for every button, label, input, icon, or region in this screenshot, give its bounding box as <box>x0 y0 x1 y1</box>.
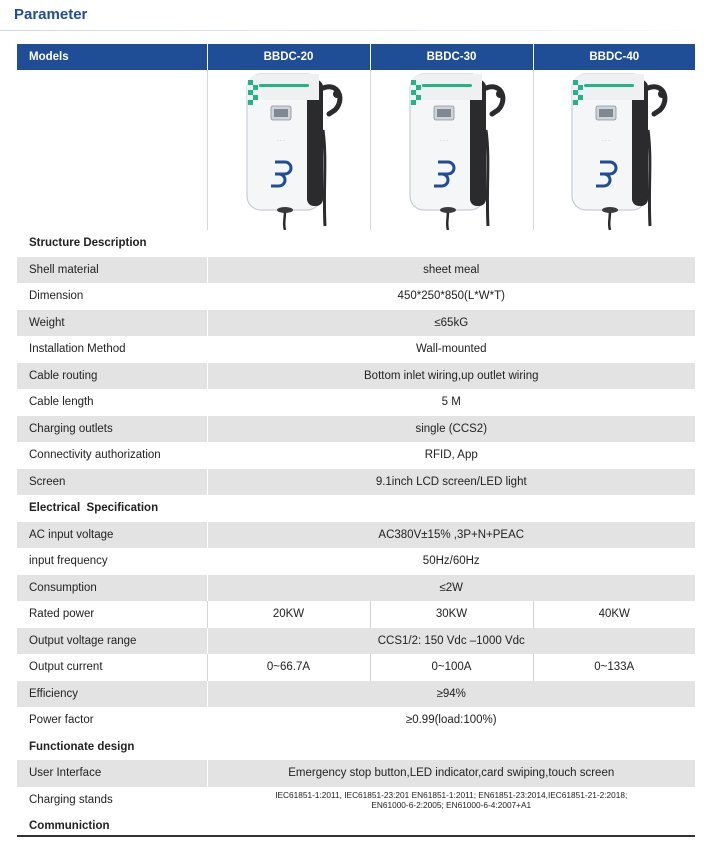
row-label: Cable length <box>17 389 207 416</box>
parameter-table <box>17 44 695 840</box>
row-value: 450*250*850(L*W*T) <box>207 283 695 310</box>
table-row <box>17 257 695 284</box>
row-value-bbdc-30: 0~100A <box>370 654 533 681</box>
table-row <box>17 442 695 469</box>
table-row <box>17 389 695 416</box>
charger-image-bbdc-40 <box>533 70 695 230</box>
table-header-row <box>17 44 695 70</box>
row-label: Rated power <box>17 601 207 628</box>
row-label: input frequency <box>17 548 207 575</box>
row-value-bbdc-20: 20KW <box>207 601 370 628</box>
row-label: User Interface <box>17 760 207 787</box>
row-value: 5 M <box>207 389 695 416</box>
table-row <box>17 548 695 575</box>
row-value: single (CCS2) <box>207 416 695 443</box>
row-label: Efficiency <box>17 681 207 708</box>
row-label: Charging stands <box>17 787 207 814</box>
table-row <box>17 469 695 496</box>
row-value: 9.1inch LCD screen/LED light <box>207 469 695 496</box>
row-value-bbdc-40: 40KW <box>533 601 695 628</box>
model-header-bbdc-20: BBDC-20 <box>207 44 370 70</box>
section-row <box>17 495 695 522</box>
row-label: Power factor <box>17 707 207 734</box>
row-value: Bottom inlet wiring,up outlet wiring <box>207 363 695 390</box>
section-row <box>17 230 695 257</box>
model-header-bbdc-30: BBDC-30 <box>370 44 533 70</box>
table-row <box>17 575 695 602</box>
table-row <box>17 787 695 814</box>
charger-image-bbdc-20 <box>207 70 370 230</box>
table-row <box>17 363 695 390</box>
row-label: Output voltage range <box>17 628 207 655</box>
row-value: ≤2W <box>207 575 695 602</box>
charger-image-bbdc-30 <box>370 70 533 230</box>
svg-text:· · ·: · · · <box>602 138 611 144</box>
row-value <box>207 787 695 814</box>
table-row <box>17 416 695 443</box>
row-value: AC380V±15% ,3P+N+PEAC <box>207 522 695 549</box>
table-row <box>17 283 695 310</box>
section-functionate: Functionate design <box>17 734 695 761</box>
row-value: sheet meal <box>207 257 695 284</box>
row-value: 50Hz/60Hz <box>207 548 695 575</box>
row-label: Dimension <box>17 283 207 310</box>
row-label: Output current <box>17 654 207 681</box>
table-bottom-rule <box>17 835 695 837</box>
row-label: Weight <box>17 310 207 337</box>
svg-text:· · ·: · · · <box>439 138 448 144</box>
standards-line-1: IEC61851-1:2011, IEC61851-23:201 EN61851-1:2011; EN61851-23:2014,IEC61851-21-2:2018; <box>275 789 628 800</box>
table-row <box>17 601 695 628</box>
row-label: Cable routing <box>17 363 207 390</box>
row-label: Shell material <box>17 257 207 284</box>
section-electrical: Electrical Specification <box>17 495 695 522</box>
table-row <box>17 336 695 363</box>
row-label: Consumption <box>17 575 207 602</box>
table-row <box>17 310 695 337</box>
table-row <box>17 760 695 787</box>
row-label: Charging outlets <box>17 416 207 443</box>
model-header-bbdc-40: BBDC-40 <box>533 44 695 70</box>
standards-line-2: EN61000-6-2:2005; EN61000-6-4:2007+A1 <box>371 799 532 810</box>
row-value: CCS1/2: 150 Vdc –1000 Vdc <box>207 628 695 655</box>
row-label: Screen <box>17 469 207 496</box>
row-value: ≥94% <box>207 681 695 708</box>
row-value: ≥0.99(load:100%) <box>207 707 695 734</box>
row-label: AC input voltage <box>17 522 207 549</box>
svg-text:· · ·: · · · <box>276 138 285 144</box>
row-value: ≤65kG <box>207 310 695 337</box>
section-structure: Structure Description <box>17 230 695 257</box>
page-title: Parameter <box>14 6 88 23</box>
table-row <box>17 681 695 708</box>
table-row <box>17 707 695 734</box>
title-divider <box>0 30 712 31</box>
empty-cell <box>17 70 207 230</box>
row-value-bbdc-20: 0~66.7A <box>207 654 370 681</box>
row-value: Wall-mounted <box>207 336 695 363</box>
table-row <box>17 522 695 549</box>
product-image-row <box>17 70 695 230</box>
row-label: Installation Method <box>17 336 207 363</box>
row-value-bbdc-30: 30KW <box>370 601 533 628</box>
row-value-bbdc-40: 0~133A <box>533 654 695 681</box>
table-row <box>17 654 695 681</box>
models-header: Models <box>17 44 207 70</box>
row-value: Emergency stop button,LED indicator,card swiping,touch screen <box>207 760 695 787</box>
table-row <box>17 628 695 655</box>
section-communication: Communiction <box>17 813 695 840</box>
row-label: Connectivity authorization <box>17 442 207 469</box>
row-value: RFID, App <box>207 442 695 469</box>
section-row <box>17 734 695 761</box>
